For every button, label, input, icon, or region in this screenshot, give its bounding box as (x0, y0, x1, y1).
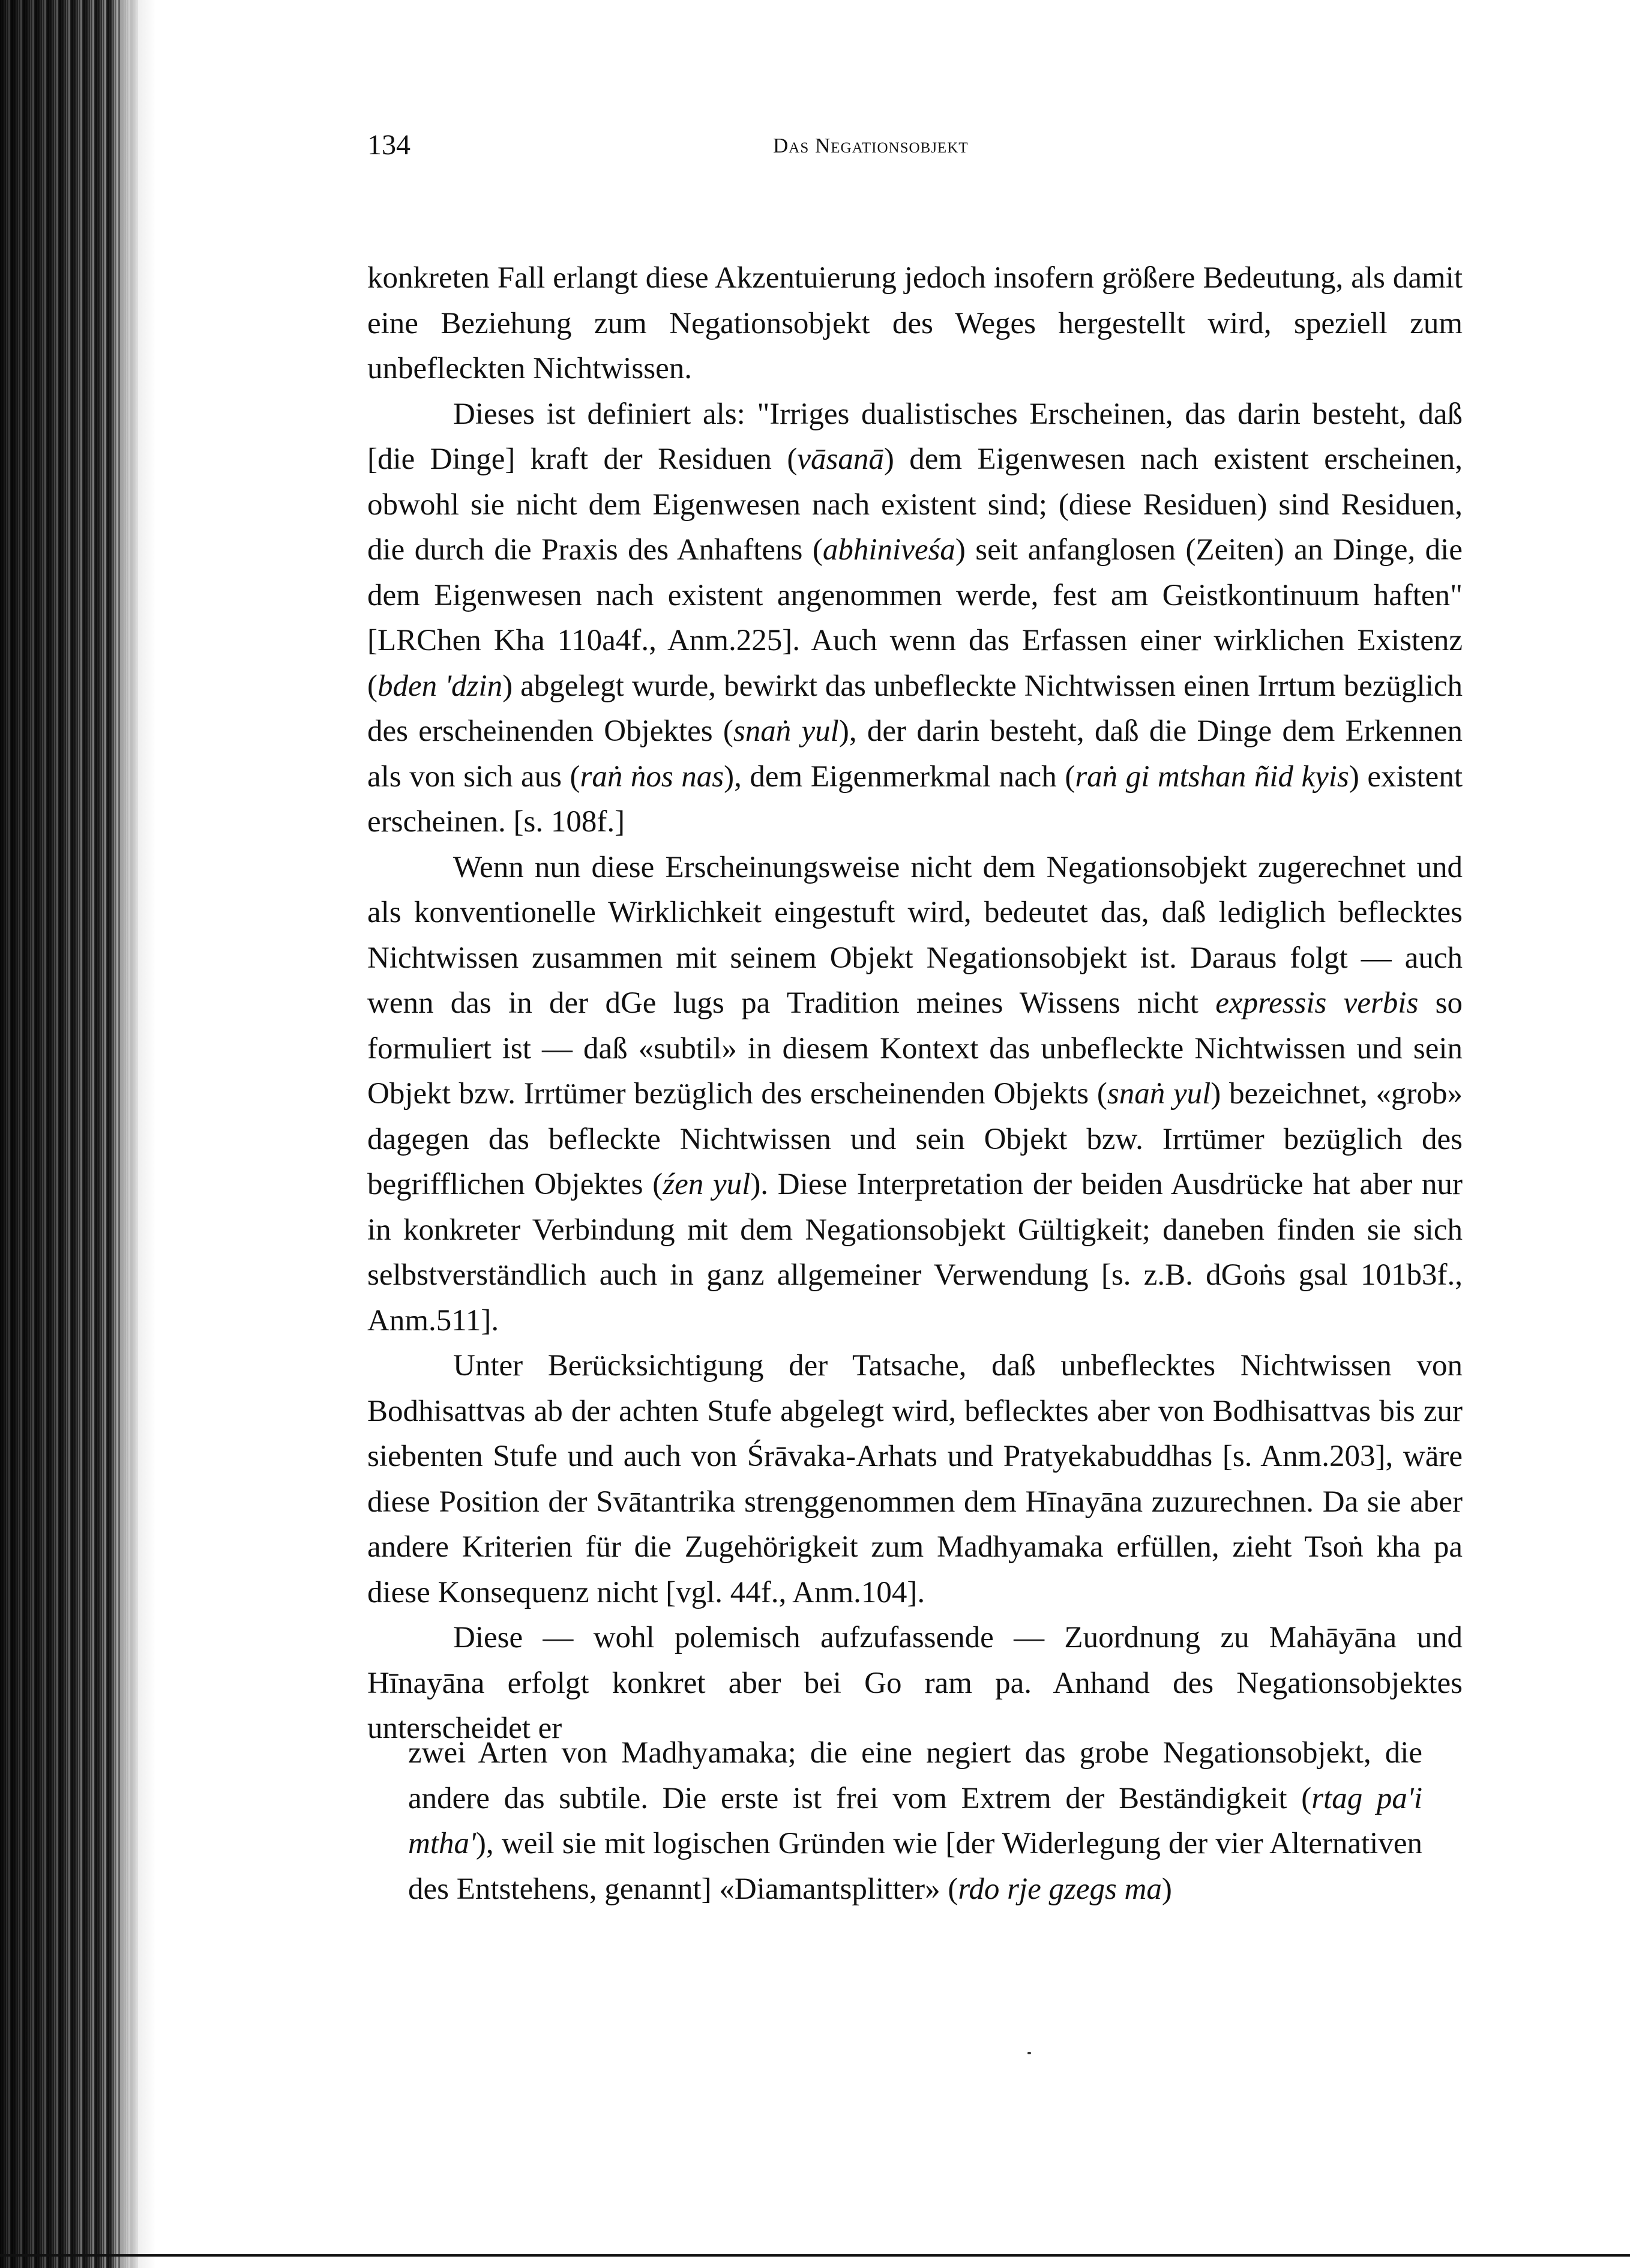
text-run: Wenn nun diese Erscheinungsweise nicht dem Negationsobjekt zugerechnet und als konventionelle Wirklichkeit eingestuft wird, bedeutet das, daß lediglich beflecktes Nichtwissen zusammen mit seinem Objekt Negationsobjekt ist. Daraus folgt — auch wenn das in der dGe lugs pa Tradition meines Wissens nicht (367, 850, 1463, 1020)
paragraph (367, 845, 1463, 1344)
page-header (367, 127, 1466, 169)
text-run: ) dem Eigenwesen nach existent erscheinen, obwohl sie nicht dem Eigenwesen nach existent sind; (diese Residuen) sind Residuen, die durch die Praxis des Anhaftens ( (367, 442, 1463, 567)
text-run: so formuliert ist — daß «subtil» in diesem Kontext das unbefleckte Nichtwissen und sein Objekt bzw. Irrtümer bezüglich des erscheinenden Objekts ( (367, 986, 1463, 1111)
text-run: ), weil sie mit logischen Gründen wie [der Widerlegung der vier Alternativen des Entstehens, genannt] «Diamantsplitter» ( (408, 1827, 1422, 1906)
page-number: 134 (367, 129, 411, 161)
italic-term: raṅ ṅos nas (580, 759, 724, 794)
text-run: ) abgelegt wurde, bewirkt das unbefleckte Nichtwissen einen Irrtum bezüglich des erscheinenden Objektes ( (367, 669, 1463, 748)
text-run: ), der darin besteht, daß die Dinge dem Erkennen als von sich aus ( (367, 714, 1463, 794)
paragraph (367, 392, 1463, 845)
running-head: Das Negationsobjekt (773, 134, 969, 157)
text-run: ) existent erscheinen. [s. 108f.] (367, 759, 1463, 839)
text-run: ), dem Eigenmerkmal nach ( (724, 759, 1075, 794)
spine-fade (120, 0, 156, 2268)
quote-paragraph (408, 1731, 1422, 1912)
text-run: Diese — wohl polemisch aufzufassende — Zuordnung zu Mahāyāna und Hīnayāna erfolgt konkret aber bei Go ram pa. Anhand des Negationsobjektes unterscheidet er (367, 1621, 1463, 1745)
italic-term: snaṅ yul (733, 714, 839, 748)
body-text (367, 256, 1463, 1752)
book-spine-shadow (0, 0, 138, 2268)
text-run: Unter Berücksichtigung der Tatsache, daß unbeflecktes Nichtwissen von Bodhisattvas ab der achten Stufe abgelegt wird, beflecktes aber von Bodhisattvas bis zur siebenten Stufe und auch von Śrāvaka-Arhats und Pratyekabuddhas [s. Anm.203], wäre diese Position der Svātantrika strenggenommen dem Hīnayāna zuzurechnen. Da sie aber andere Kriterien für die Zugehörigkeit zum Madhyamaka erfüllen, zieht Tsoṅ kha pa diese Konsequenz nicht [vgl. 44f., Anm.104]. (367, 1349, 1463, 1609)
italic-term: rdo rje gzegs ma (958, 1872, 1162, 1906)
italic-term: rtag pa'i mtha' (408, 1781, 1423, 1860)
text-run: konkreten Fall erlangt diese Akzentuierung jedoch insofern größere Bedeutung, als damit eine Beziehung zum Negationsobjekt des Weges hergestellt wird, speziell zum unbefleckten Nichtwissen. (367, 261, 1463, 385)
text-run: ) bezeichnet, «grob» dagegen das befleckte Nichtwissen und sein Objekt bzw. Irrtümer bezüglich des begrifflichen Objektes ( (367, 1077, 1463, 1201)
text-run: zwei Arten von Madhyamaka; die eine negiert das grobe Negationsobjekt, die andere das subtile. Die erste ist frei vom Extrem der Beständigkeit ( (408, 1736, 1422, 1815)
text-run: ) seit anfanglosen (Zeiten) an Dinge, die dem Eigenwesen nach existent angenommen werde, fest am Geistkontinuum haften" [LRChen Kha 110a4f., Anm.225]. Auch wenn das Erfassen einer wirklichen Existenz ( (367, 533, 1463, 703)
text-run: ) (1161, 1872, 1172, 1906)
paragraph (367, 256, 1463, 392)
italic-term: abhiniveśa (822, 533, 955, 567)
text-run: Dieses ist definiert als: "Irriges dualistisches Erscheinen, das darin besteht, daß [die Dinge] kraft der Residuen ( (367, 397, 1463, 476)
italic-term: źen yul (663, 1168, 751, 1201)
italic-term: snaṅ yul (1107, 1077, 1211, 1111)
block-quote (408, 1731, 1422, 1912)
italic-term: bden 'dzin (377, 669, 503, 703)
scan-speck (1027, 2052, 1031, 2054)
text-run: ). Diese Interpretation der beiden Ausdrücke hat aber nur in konkreter Verbindung mit dem Negationsobjekt Gültigkeit; daneben finden sie sich selbstverständlich auch in ganz allgemeiner Verwendung [s. z.B. dGoṅs gsal 101b3f., Anm.511]. (367, 1168, 1463, 1338)
italic-term: expressis verbis (1215, 986, 1419, 1020)
italic-term: raṅ gi mtshan ñid kyis (1075, 759, 1349, 794)
italic-term: vāsanā (797, 442, 884, 476)
paragraph (367, 1344, 1463, 1615)
scan-bottom-edge (0, 2254, 1630, 2257)
